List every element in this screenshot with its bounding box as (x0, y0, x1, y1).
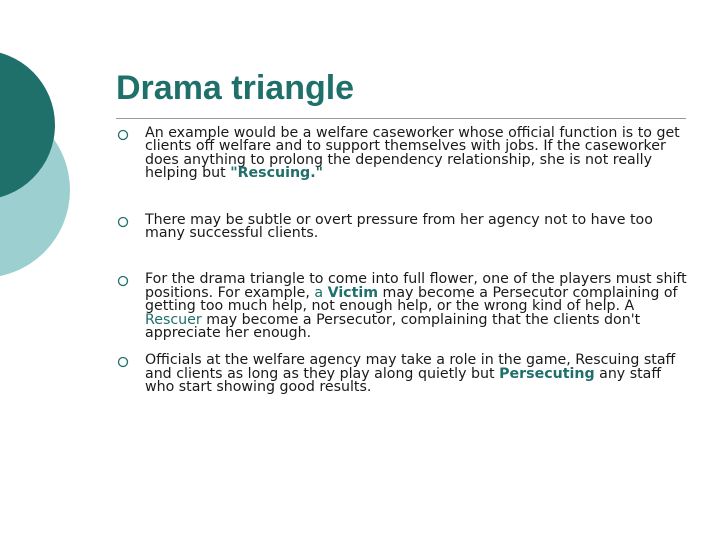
decorative-circles (0, 0, 110, 300)
bullet-text: There may be subtle or overt pressure from her agency not to have too many successful clients. (145, 211, 653, 242)
bullet-text: For the drama triangle to come into full flower, one of the players must shift positions. For example, (145, 271, 687, 301)
slide-title: Drama triangle (116, 69, 355, 107)
circle-bullet-icon (116, 355, 130, 369)
title-divider (116, 118, 686, 119)
emphasis-persecuting: Persecuting (499, 365, 595, 382)
bullet-text: may become a Persecutor, complaining that the clients don't appreciate her enough. (145, 311, 641, 342)
circle-bullet-icon (116, 274, 130, 288)
bullet-item (116, 127, 691, 181)
bullet-text: any staff who start showing good results. (145, 365, 662, 396)
emphasis-rescuing: "Rescuing." (230, 165, 323, 182)
bullet-item (116, 354, 691, 394)
circle-bullet-icon (116, 215, 130, 229)
emphasis-victim: Victim (327, 284, 379, 301)
circle-bullet-icon (116, 128, 130, 142)
bullet-text: may become a Persecutor complaining of getting too much help, not enough help, or the wrong kind of help. A (145, 284, 678, 315)
bullet-item (116, 211, 691, 242)
bullet-list (116, 127, 691, 395)
bullet-text: An example would be a welfare caseworker whose official function is to get clients off welfare and to support themselves with jobs. If the caseworker does anything to prolong the dependency relationship, she is not really helping but (145, 125, 680, 182)
emphasis-rescuer: Rescuer (145, 311, 202, 328)
bullet-text: Officials at the welfare agency may take a role in the game, Rescuing staff and clients as long as they play along quietly but (145, 352, 676, 382)
victim-prefix: a (314, 284, 328, 301)
bullet-item (116, 273, 691, 340)
